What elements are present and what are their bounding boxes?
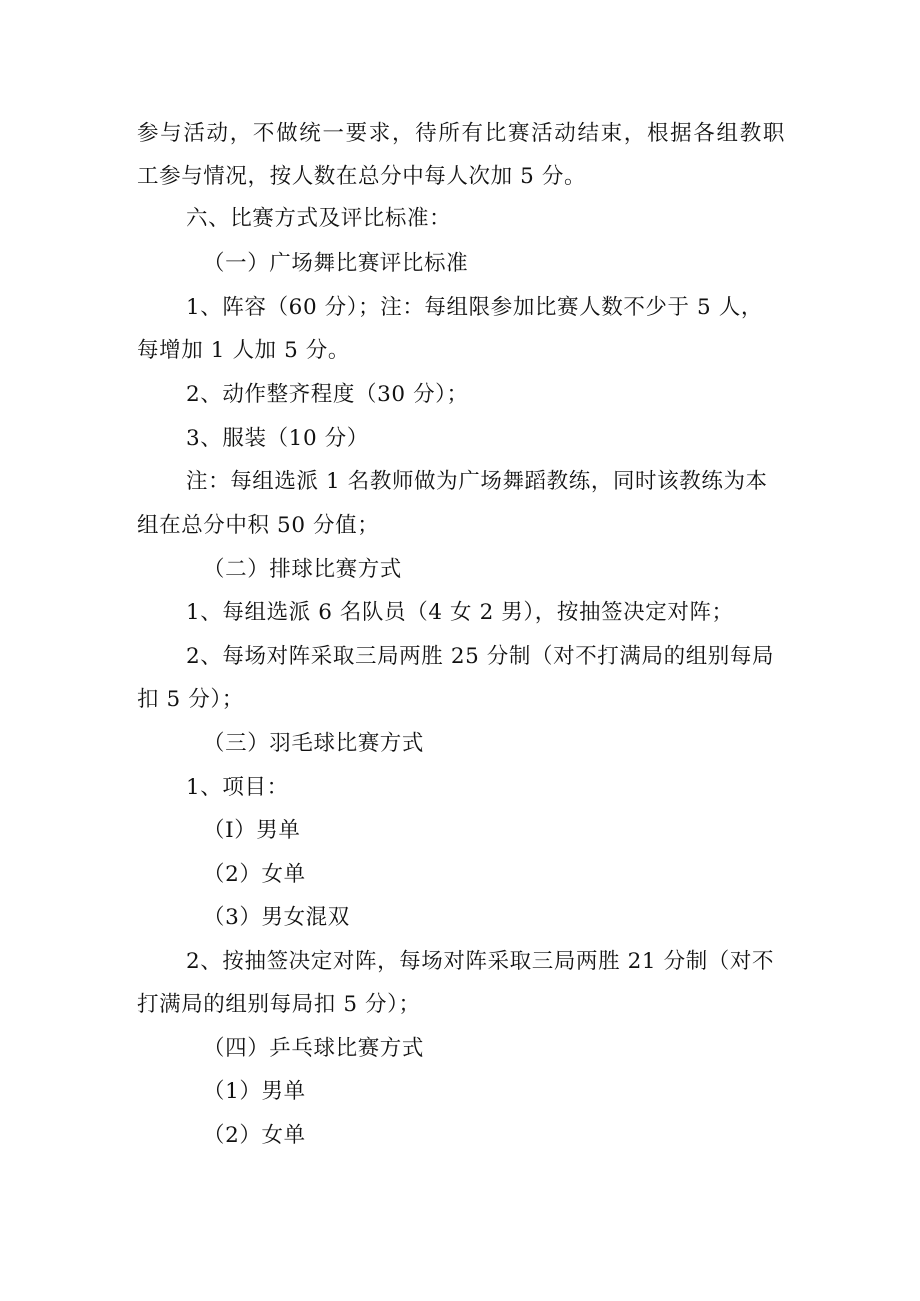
section-heading-6: 六、比赛方式及评比标准： <box>186 206 452 231</box>
list-item-lineup: 1、阵容（60 分）；注：每组限参加比赛人数不少于 5 人， <box>186 295 763 320</box>
table-tennis-item-1: （1）男单 <box>203 1079 306 1104</box>
volleyball-rule-1: 1、每组选派 6 名队员（4 女 2 男），按抽签决定对阵； <box>186 600 734 625</box>
badminton-item-2: （2）女单 <box>203 862 306 887</box>
table-tennis-item-2: （2）女单 <box>203 1123 306 1148</box>
paragraph-line-2: 工参与情况，按人数在总分中每人次加 5 分。 <box>137 164 587 189</box>
volleyball-rule-2-line-1: 2、每场对阵采取三局两胜 25 分制（对不打满局的组别每局 <box>186 644 775 669</box>
subsection-heading-2: （二）排球比赛方式 <box>203 557 402 582</box>
subsection-heading-3: （三）羽毛球比赛方式 <box>203 731 425 756</box>
badminton-item-3: （3）男女混双 <box>203 905 350 930</box>
list-item-costume: 3、服装（10 分） <box>186 426 369 451</box>
list-item-uniformity: 2、动作整齐程度（30 分）； <box>186 382 469 407</box>
badminton-item-1: （I）男单 <box>203 818 301 843</box>
paragraph-line-extra: 每增加 1 人加 5 分。 <box>137 338 350 363</box>
note-line-1: 注：每组选派 1 名教师做为广场舞蹈教练，同时该教练为本 <box>186 469 768 494</box>
subsection-heading-4: （四）乒乓球比赛方式 <box>203 1036 425 1061</box>
badminton-rule-line-2: 打满局的组别每局扣 5 分）； <box>137 992 421 1017</box>
volleyball-rule-2-line-2: 扣 5 分）； <box>137 687 244 712</box>
paragraph-line-1: 参与活动，不做统一要求，待所有比赛活动结束，根据各组教职 <box>137 121 785 146</box>
badminton-items-heading: 1、项目： <box>186 775 289 800</box>
badminton-rule-line-1: 2、按抽签决定对阵，每场对阵采取三局两胜 21 分制（对不 <box>186 949 775 974</box>
subsection-heading-1: （一）广场舞比赛评比标准 <box>203 251 469 276</box>
note-line-2: 组在总分中积 50 分值； <box>137 513 380 538</box>
